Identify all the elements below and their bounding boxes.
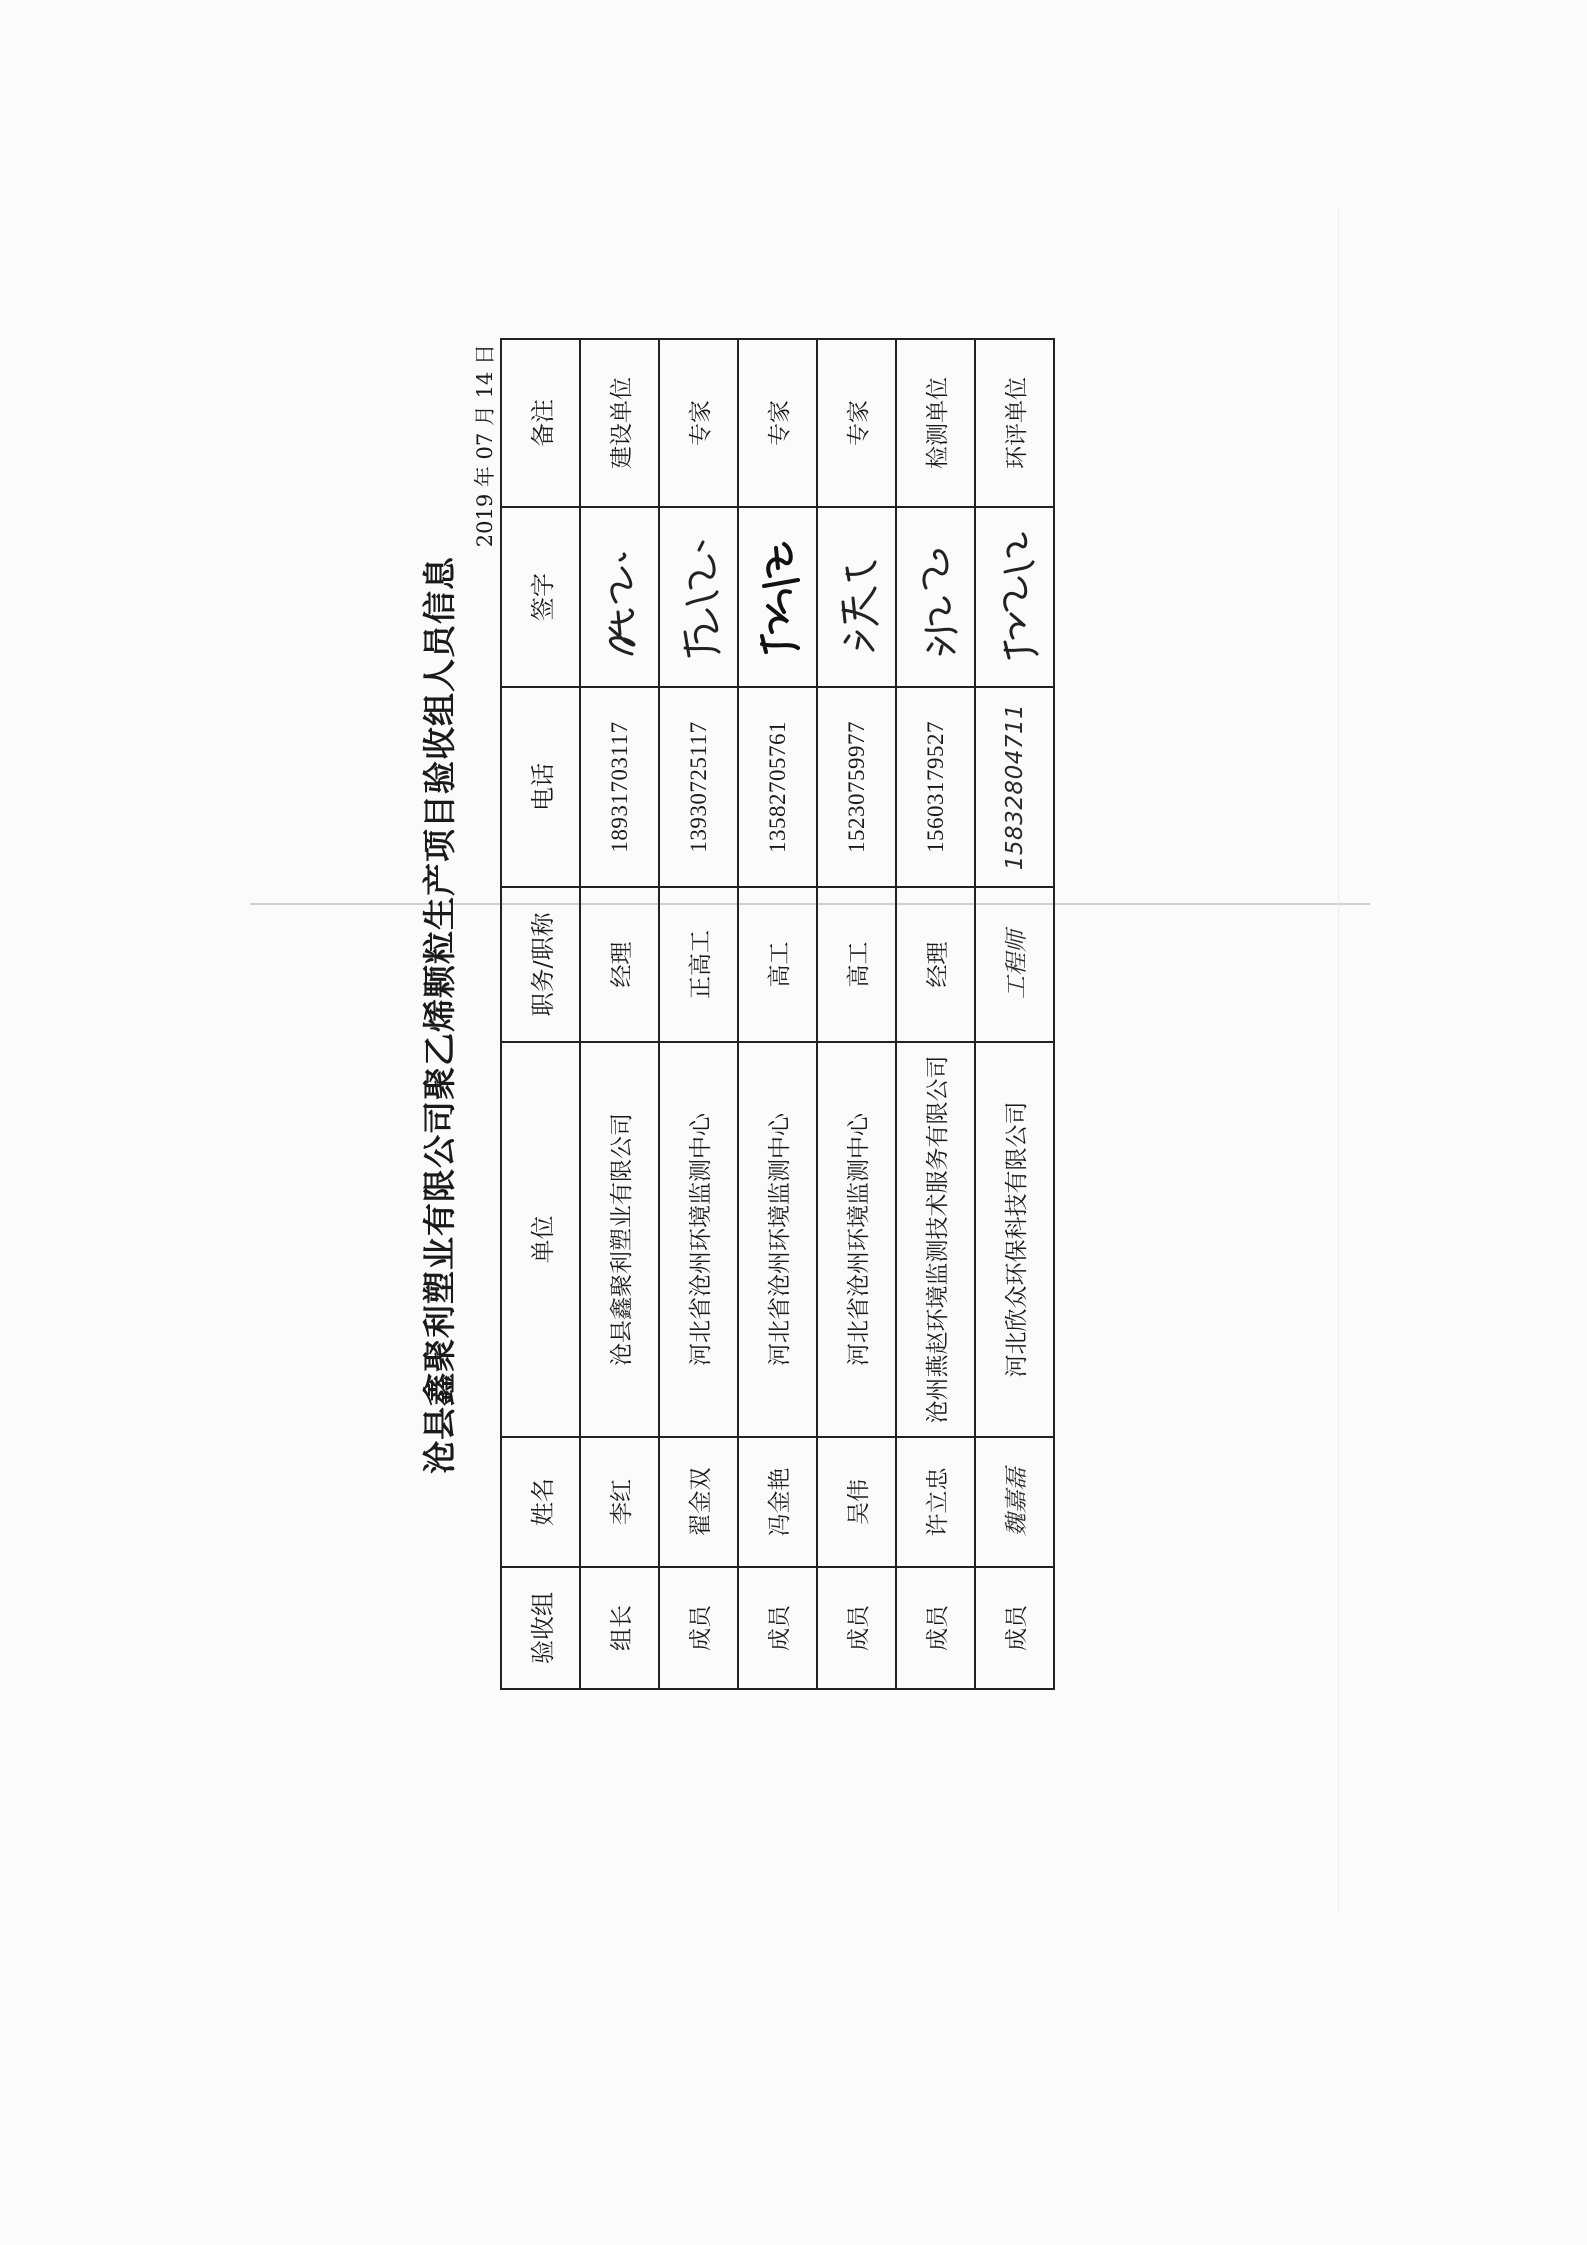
cell-unit: 河北省沧州环境监测中心 bbox=[817, 1042, 896, 1437]
cell-signature bbox=[975, 507, 1054, 687]
handwritten-signature bbox=[827, 522, 887, 672]
cell-note: 环评单位 bbox=[975, 339, 1054, 507]
header-cell-unit: 单位 bbox=[501, 1042, 580, 1437]
cell-title: 高工 bbox=[817, 887, 896, 1042]
cell-note: 建设单位 bbox=[580, 339, 659, 507]
handwritten-signature bbox=[906, 522, 966, 672]
cell-note: 专家 bbox=[817, 339, 896, 507]
cell-signature bbox=[738, 507, 817, 687]
cell-title: 工程师 bbox=[975, 887, 1054, 1042]
cell-name: 冯金艳 bbox=[738, 1437, 817, 1567]
cell-note: 专家 bbox=[659, 339, 738, 507]
cell-signature bbox=[896, 507, 975, 687]
handwritten-signature bbox=[590, 522, 650, 672]
cell-role: 成员 bbox=[975, 1567, 1054, 1689]
cell-unit: 河北省沧州环境监测中心 bbox=[738, 1042, 817, 1437]
cell-phone: 15832804711 bbox=[975, 687, 1054, 887]
cell-signature bbox=[580, 507, 659, 687]
cell-role: 成员 bbox=[659, 1567, 738, 1689]
cell-phone: 15603179527 bbox=[896, 687, 975, 887]
personnel-table bbox=[500, 338, 1055, 1690]
cell-unit: 河北省沧州环境监测中心 bbox=[659, 1042, 738, 1437]
cell-note: 专家 bbox=[738, 339, 817, 507]
cell-phone: 13582705761 bbox=[738, 687, 817, 887]
header-cell-signature: 签字 bbox=[501, 507, 580, 687]
table-row bbox=[738, 339, 817, 1689]
scan-artifact-line bbox=[1338, 210, 1339, 1910]
table-row bbox=[580, 339, 659, 1689]
header-cell-name: 姓名 bbox=[501, 1437, 580, 1567]
cell-role: 组长 bbox=[580, 1567, 659, 1689]
cell-phone: 15230759977 bbox=[817, 687, 896, 887]
cell-title: 经理 bbox=[896, 887, 975, 1042]
cell-note: 检测单位 bbox=[896, 339, 975, 507]
header-cell-note: 备注 bbox=[501, 339, 580, 507]
header-cell-title: 职务/职称 bbox=[501, 887, 580, 1042]
document-title: 沧县鑫聚利塑业有限公司聚乙烯颗粒生产项目验收组人员信息 bbox=[420, 556, 459, 1474]
cell-role: 成员 bbox=[738, 1567, 817, 1689]
cell-unit: 沧县鑫聚利塑业有限公司 bbox=[580, 1042, 659, 1437]
table-row bbox=[896, 339, 975, 1689]
cell-phone: 13930725117 bbox=[659, 687, 738, 887]
cell-role: 成员 bbox=[817, 1567, 896, 1689]
document-date: 2019 年 07 月 14 日 bbox=[473, 344, 497, 548]
table-header-row bbox=[501, 339, 580, 1689]
cell-title: 经理 bbox=[580, 887, 659, 1042]
handwritten-signature bbox=[748, 522, 808, 672]
cell-role: 成员 bbox=[896, 1567, 975, 1689]
handwritten-signature bbox=[669, 522, 729, 672]
cell-title: 正高工 bbox=[659, 887, 738, 1042]
cell-signature bbox=[659, 507, 738, 687]
table-row bbox=[975, 339, 1054, 1689]
table-row bbox=[817, 339, 896, 1689]
cell-name: 翟金双 bbox=[659, 1437, 738, 1567]
cell-unit: 河北欣众环保科技有限公司 bbox=[975, 1042, 1054, 1437]
cell-name: 吴伟 bbox=[817, 1437, 896, 1567]
cell-phone: 18931703117 bbox=[580, 687, 659, 887]
rotated-page-content bbox=[410, 340, 1150, 1690]
handwritten-signature bbox=[985, 522, 1045, 672]
cell-name: 魏嘉磊 bbox=[975, 1437, 1054, 1567]
cell-name: 李红 bbox=[580, 1437, 659, 1567]
cell-name: 许立忠 bbox=[896, 1437, 975, 1567]
header-cell-group: 验收组 bbox=[501, 1567, 580, 1689]
cell-title: 高工 bbox=[738, 887, 817, 1042]
header-cell-phone: 电话 bbox=[501, 687, 580, 887]
table-row bbox=[659, 339, 738, 1689]
cell-unit: 沧州燕赵环境监测技术服务有限公司 bbox=[896, 1042, 975, 1437]
cell-signature bbox=[817, 507, 896, 687]
